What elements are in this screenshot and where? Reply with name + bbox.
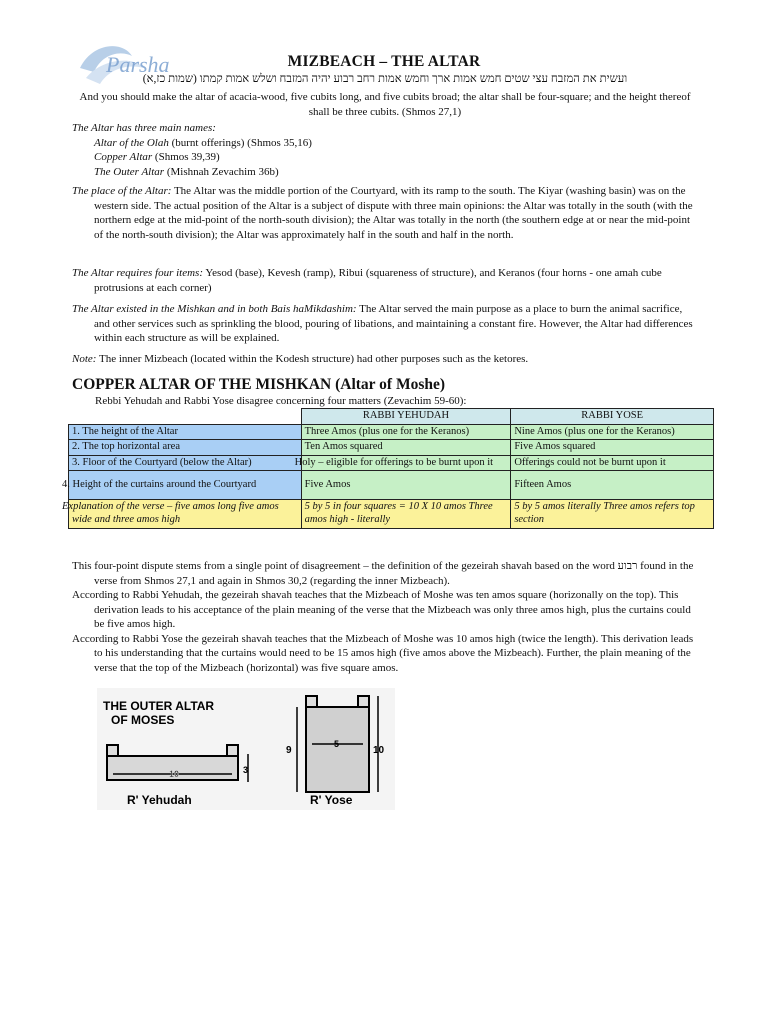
closing-paragraph: This four-point dispute stems from a single point of disagreement – the definition of the gezeirah shavah based on the word רבוע found in the verse from Shmos 27,1 and again in Shmos 30,2 (regarding the inner Mizbeach). <box>72 560 694 587</box>
yehudah-caption: R' Yehudah <box>127 793 192 807</box>
altar-names <box>72 121 700 179</box>
table-row <box>69 455 714 471</box>
figure-title-line2: OF MOSES <box>111 713 175 727</box>
paragraph-existed: The Altar existed in the Mishkan and in both Bais haMikdashim: The Altar served the main purpose as a place to burn the animal sacrifice, and other services such as sprinkling the blood, pouring of libations, and maintaining a constant fire. However, the Altar had differences within each structure as will be explained. <box>72 303 693 345</box>
cell-yose: Fifteen Amos <box>511 471 714 500</box>
row-topic: 1. The height of the Altar <box>69 424 302 440</box>
closing-paragraph: According to Rabbi Yose the gezeirah shavah teaches that the Mizbeach of Moshe was 10 amos high (twice the length). This derivation leads to his understanding that the curtains would need to be 15 amos high (five amos above the Mizbeach). Further, the plain meaning of the verse that the top of the Mizbeach (horizontal) was five square amos. <box>72 632 694 674</box>
paragraph-four-items: The Altar requires four items: Yesod (base), Kevesh (ramp), Ribui (squareness of structure), and Keranos (four horns - one amah cube protrusions at each corner) <box>72 267 662 294</box>
yose-outer-height-label: 10 <box>373 745 385 756</box>
cell-yehudah: Holy – eligible for offerings to be burnt upon it <box>301 455 511 471</box>
row-topic: Explanation of the verse – five amos long five amos wide and three amos high <box>69 500 302 528</box>
table-row <box>69 500 714 528</box>
table-intro: Rebbi Yehudah and Rabbi Yose disagree concerning four matters (Zevachim 59-60): <box>95 395 467 407</box>
closing-paragraph: According to Rabbi Yehudah, the gezeirah shavah teaches that the Mizbeach of Moshe was ten amos square (horizonally on the top). This derivation leads to his acceptance of the plain meaning of the verse that the Mizbeach was only three amos high, plus the curtains could be five amos high. <box>72 589 691 631</box>
cell-yose: Nine Amos (plus one for the Keranos) <box>511 424 714 440</box>
paragraph-place: The place of the Altar: The Altar was the middle portion of the Courtyard, with its ramp to the south. The Kiyar (washing basin) was on the western side. The actual position of the Altar is a subject of dispute with three main opinions: the Altar was totally in the south (with the northern edge at the mid-point of the north-south division); the Altar was totally in the north (the southern edge at or near the mid-point of the north-south division); the Altar was approximately half in the south and half in the north. <box>72 185 693 241</box>
names-heading: The Altar has three main names: <box>72 122 216 134</box>
paragraph-note: Note: The inner Mizbeach (located within the Kodesh structure) had other purposes such as the ketores. <box>72 353 529 365</box>
cell-yehudah: Three Amos (plus one for the Keranos) <box>301 424 511 440</box>
table-row <box>69 424 714 440</box>
cell-yose: Five Amos squared <box>511 440 714 456</box>
english-verse: And you should make the altar of acacia-wood, five cubits long, and five cubits broad; the altar shall be four-square; and the height thereof shall be three cubits. (Shmos 27,1) <box>79 91 691 118</box>
row-topic: 4. Height of the curtains around the Courtyard <box>69 471 302 500</box>
closing-paragraphs <box>72 559 700 675</box>
logo-text: Parsha <box>106 52 170 77</box>
yehudah-width-label: 10 <box>169 769 180 779</box>
cell-yehudah: Five Amos <box>301 471 511 500</box>
cell-yehudah: Ten Amos squared <box>301 440 511 456</box>
cell-yose: Offerings could not be burnt upon it <box>511 455 714 471</box>
figure-title-line1: THE OUTER ALTAR <box>103 699 215 713</box>
header-rabbi-yehudah: RABBI YEHUDAH <box>301 409 511 425</box>
outer-altar-figure <box>97 688 395 810</box>
name-item: Altar of the Olah (burnt offerings) (Shmos 35,16) <box>94 136 312 149</box>
yose-inner-height-label: 9 <box>286 745 292 756</box>
yose-caption: R' Yose <box>310 793 353 807</box>
header-rabbi-yose: RABBI YOSE <box>511 409 714 425</box>
table-header-row <box>69 409 714 425</box>
yose-width-label: 5 <box>334 739 340 749</box>
cell-yose: 5 by 5 amos literally Three amos refers top section <box>511 500 714 528</box>
cell-yehudah: 5 by 5 in four squares = 10 X 10 amos Three amos high - literally <box>301 500 511 528</box>
yehudah-height-label: 3 <box>243 765 249 775</box>
name-item: Copper Altar (Shmos 39,39) <box>94 151 220 164</box>
page-title: MIZBEACH – THE ALTAR <box>287 53 481 70</box>
dispute-table <box>62 408 714 529</box>
name-item: The Outer Altar (Mishnah Zevachim 36b) <box>94 165 279 178</box>
table-row <box>69 440 714 456</box>
table-row <box>69 471 714 500</box>
hebrew-verse: ועשית את המזבח עצי שטים חמש אמות ארך וחמש אמות רחב רבוע יהיה המזבח ושלש אמות קמתו (שמות כז,א) <box>142 73 628 85</box>
section-heading: COPPER ALTAR OF THE MISHKAN (Altar of Moshe) <box>72 376 446 393</box>
row-topic: 2. The top horizontal area <box>69 440 302 456</box>
row-topic: 3. Floor of the Courtyard (below the Altar) <box>69 455 302 471</box>
